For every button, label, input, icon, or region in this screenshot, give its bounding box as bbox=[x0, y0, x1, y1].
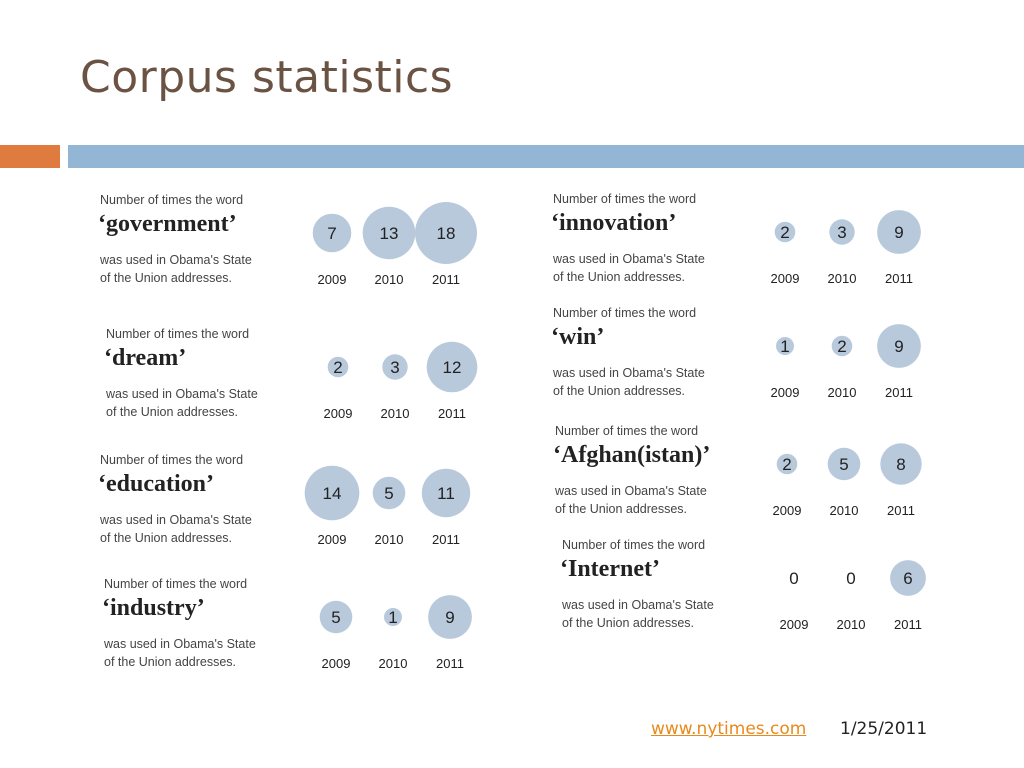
post-caption bbox=[100, 251, 252, 287]
post-caption-line1: was used in Obama's State bbox=[562, 598, 714, 612]
value-label: 2 bbox=[782, 455, 792, 474]
word-panel bbox=[104, 577, 504, 687]
value-label: 2 bbox=[780, 223, 790, 242]
bubble-row bbox=[755, 420, 935, 520]
bubble-row bbox=[300, 449, 480, 549]
pre-caption: Number of times the word bbox=[562, 538, 706, 552]
post-caption-line1: was used in Obama's State bbox=[555, 484, 707, 498]
accent-bar-blue bbox=[68, 145, 1024, 168]
post-caption-line1: was used in Obama's State bbox=[553, 366, 705, 380]
word-panel bbox=[553, 192, 953, 302]
year-label: 2010 bbox=[374, 532, 404, 547]
post-caption-line1: was used in Obama's State bbox=[106, 387, 258, 401]
pre-caption: Number of times the word bbox=[106, 327, 250, 341]
value-label: 2 bbox=[837, 337, 847, 356]
word-label: ‘education’ bbox=[98, 471, 214, 497]
post-caption-line2: of the Union addresses. bbox=[104, 655, 237, 669]
post-caption-line2: of the Union addresses. bbox=[555, 502, 688, 516]
year-label: 2011 bbox=[432, 532, 460, 547]
value-label: 18 bbox=[436, 224, 456, 243]
post-caption bbox=[104, 635, 256, 671]
value-label: 9 bbox=[445, 608, 455, 627]
year-label: 2010 bbox=[829, 503, 859, 518]
year-label: 2011 bbox=[885, 385, 913, 400]
value-label: 3 bbox=[390, 358, 400, 377]
bubble-row bbox=[304, 573, 484, 673]
post-caption-line2: of the Union addresses. bbox=[100, 271, 233, 285]
value-label: 1 bbox=[780, 337, 790, 356]
value-label: 11 bbox=[437, 484, 455, 503]
value-label: 9 bbox=[894, 223, 904, 242]
year-label: 2009 bbox=[323, 406, 353, 421]
value-label: 2 bbox=[333, 358, 343, 377]
value-label: 13 bbox=[379, 224, 399, 243]
pre-caption: Number of times the word bbox=[555, 424, 699, 438]
year-label: 2010 bbox=[380, 406, 410, 421]
post-caption-line2: of the Union addresses. bbox=[562, 616, 695, 630]
value-label: 6 bbox=[903, 569, 913, 588]
year-label: 2011 bbox=[438, 406, 466, 421]
post-caption bbox=[553, 364, 705, 400]
word-label: ‘government’ bbox=[98, 211, 237, 237]
accent-bar-orange bbox=[0, 145, 60, 168]
value-label: 7 bbox=[327, 224, 337, 243]
post-caption bbox=[553, 250, 705, 286]
year-label: 2009 bbox=[317, 532, 347, 547]
value-label: 0 bbox=[846, 569, 856, 588]
pre-caption: Number of times the word bbox=[553, 306, 697, 320]
year-label: 2009 bbox=[770, 385, 800, 400]
value-label: 8 bbox=[896, 455, 906, 474]
value-label: 9 bbox=[894, 337, 904, 356]
pre-caption: Number of times the word bbox=[100, 453, 244, 467]
pre-caption: Number of times the word bbox=[100, 193, 244, 207]
year-label: 2010 bbox=[374, 272, 404, 287]
value-label: 5 bbox=[839, 455, 849, 474]
year-label: 2009 bbox=[770, 271, 800, 286]
word-label: ‘Internet’ bbox=[560, 556, 660, 582]
word-label: ‘dream’ bbox=[104, 345, 187, 371]
post-caption-line1: was used in Obama's State bbox=[104, 637, 256, 651]
year-label: 2011 bbox=[885, 271, 913, 286]
slide-title: Corpus statistics bbox=[80, 52, 454, 103]
post-caption bbox=[555, 482, 707, 518]
bubble-row bbox=[300, 189, 480, 289]
word-panel bbox=[553, 306, 953, 416]
bubble-row bbox=[762, 534, 942, 634]
year-label: 2009 bbox=[772, 503, 802, 518]
post-caption-line2: of the Union addresses. bbox=[106, 405, 239, 419]
value-label: 5 bbox=[384, 484, 394, 503]
year-label: 2011 bbox=[887, 503, 915, 518]
word-panel bbox=[100, 193, 500, 303]
year-label: 2009 bbox=[321, 656, 351, 671]
bubble-row bbox=[753, 188, 933, 288]
word-panel bbox=[100, 453, 500, 563]
word-label: ‘win’ bbox=[551, 324, 605, 350]
post-caption-line2: of the Union addresses. bbox=[553, 270, 686, 284]
year-label: 2009 bbox=[779, 617, 809, 632]
value-label: 1 bbox=[388, 608, 398, 627]
year-label: 2011 bbox=[894, 617, 922, 632]
word-label: ‘innovation’ bbox=[551, 210, 677, 236]
word-label: ‘industry’ bbox=[102, 595, 205, 621]
year-label: 2011 bbox=[436, 656, 464, 671]
word-panel bbox=[562, 538, 962, 648]
post-caption bbox=[106, 385, 258, 421]
value-label: 0 bbox=[789, 569, 799, 588]
post-caption bbox=[100, 511, 252, 547]
value-label: 3 bbox=[837, 223, 847, 242]
post-caption-line1: was used in Obama's State bbox=[100, 253, 252, 267]
source-link[interactable]: www.nytimes.com bbox=[651, 719, 807, 739]
pre-caption: Number of times the word bbox=[553, 192, 697, 206]
word-label: ‘Afghan(istan)’ bbox=[553, 442, 711, 468]
post-caption-line1: was used in Obama's State bbox=[100, 513, 252, 527]
year-label: 2010 bbox=[827, 385, 857, 400]
post-caption bbox=[562, 596, 714, 632]
word-panel bbox=[106, 327, 506, 437]
year-label: 2009 bbox=[317, 272, 347, 287]
value-label: 14 bbox=[322, 484, 342, 503]
word-panel bbox=[555, 424, 955, 534]
post-caption-line2: of the Union addresses. bbox=[100, 531, 233, 545]
year-label: 2010 bbox=[836, 617, 866, 632]
post-caption-line2: of the Union addresses. bbox=[553, 384, 686, 398]
source-date: 1/25/2011 bbox=[840, 719, 928, 739]
year-label: 2011 bbox=[432, 272, 460, 287]
year-label: 2010 bbox=[827, 271, 857, 286]
year-label: 2010 bbox=[378, 656, 408, 671]
post-caption-line1: was used in Obama's State bbox=[553, 252, 705, 266]
bubble-row bbox=[753, 302, 933, 402]
value-label: 12 bbox=[442, 358, 462, 377]
bubble-row bbox=[306, 323, 486, 423]
value-label: 5 bbox=[331, 608, 341, 627]
pre-caption: Number of times the word bbox=[104, 577, 248, 591]
